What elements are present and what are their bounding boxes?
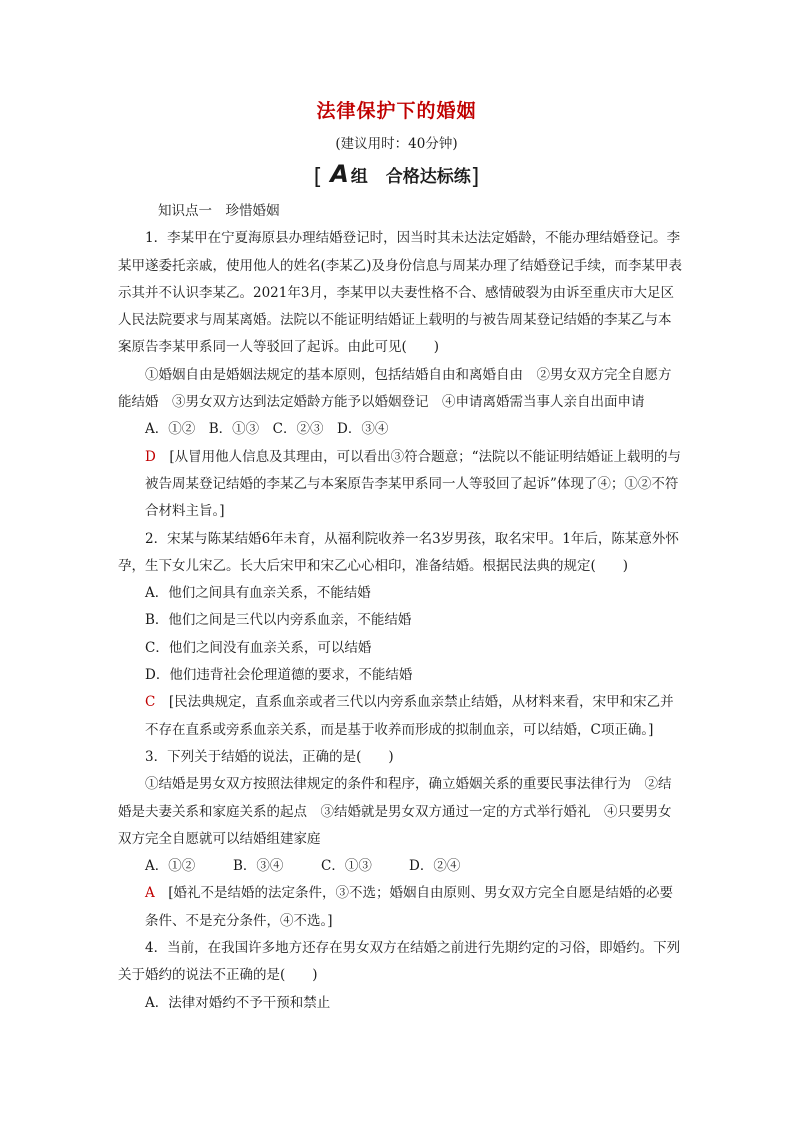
left-bracket: [ bbox=[313, 165, 323, 190]
q3-options bbox=[118, 853, 684, 880]
q2-option-c: C．他们之间没有血亲关系，可以结婚 bbox=[145, 639, 372, 656]
q3-stem: 3．下列关于结婚的说法，正确的是( ) bbox=[145, 748, 394, 765]
suggested-time: (建议用时：40分钟) bbox=[335, 136, 458, 152]
q2-option-a: A．他们之间具有血亲关系，不能结婚 bbox=[145, 585, 371, 602]
q2-answer bbox=[118, 689, 684, 744]
group-zu: 组 bbox=[350, 167, 368, 187]
q4-stem: 4．当前，在我国许多地方还存在男女双方在结婚之前进行先期约定的习俗，即婚约。下列关于婚约的说法不正确的是( ) bbox=[118, 940, 681, 984]
q3-option-b: B．③④ bbox=[233, 858, 284, 875]
q1-items: ①婚姻自由是婚姻法规定的基本原则，包括结婚自由和离婚自由 ②男女双方完全自愿方能结婚 ③男女双方达到法定婚龄方能予以婚姻登记 ④申请离婚需当事人亲自出面申请 bbox=[118, 366, 672, 411]
q2-option-b: B．他们之间是三代以内旁系血亲，不能结婚 bbox=[145, 612, 412, 629]
q4-option-a: A．法律对婚约不予干预和禁止 bbox=[145, 994, 331, 1011]
q1-stem: 1．李某甲在宁夏海原县办理结婚登记时，因当时其未达法定婚龄，不能办理结婚登记。李某甲遂委托亲戚，使用他人的姓名(李某乙)及身份信息与周某办理了结婚登记手续，而李某甲表示其并不认识李某乙。2021年3月，李某甲以夫妻性格不合、感情破裂为由诉至重庆市大足区人民法院要求与周某离婚。法院以不能证明结婚证上载明的与被告周某登记结婚的李某乙与本案原告李某甲系同一人等驳回了起诉。由此可见( ) bbox=[118, 230, 683, 356]
q1-explanation: [从冒用他人信息及其理由，可以看出③符合题意；“法院以不能证明结婚证上载明的与被告周某登记结婚的李某乙与本案原告李某甲系同一人等驳回了起诉”体现了④；①②不符合材料主旨。] bbox=[145, 448, 681, 520]
q2-stem: 2．宋某与陈某结婚6年未育，从福利院收养一名3岁男孩，取名宋甲。1年后，陈某意外怀孕，生下女儿宋乙。长大后宋甲和宋乙心心相印，准备结婚。根据民法典的规定( ) bbox=[118, 530, 679, 574]
q1-answer-letter: D bbox=[145, 448, 156, 465]
q2-answer-letter: C bbox=[145, 694, 156, 711]
q2-option-d: D．他们违背社会伦理道德的要求，不能结婚 bbox=[145, 667, 413, 684]
q1-answer bbox=[118, 444, 684, 526]
q2-explanation: [民法典规定，直系血亲或者三代以内旁系血亲禁止结婚，从材料来看，宋甲和宋乙并不存在直系或旁系血亲关系，而是基于收养而形成的拟制血亲，可以结婚，C项正确。] bbox=[145, 694, 674, 738]
page-title: 法律保护下的婚姻 bbox=[316, 100, 477, 122]
right-bracket: ] bbox=[470, 165, 480, 190]
group-heading bbox=[0, 160, 793, 190]
q3-answer bbox=[118, 880, 684, 935]
q3-option-a: A．①② bbox=[145, 858, 196, 875]
q3-answer-letter: A bbox=[145, 885, 155, 902]
group-letter: A bbox=[330, 160, 349, 188]
q3-items: ①结婚是男女双方按照法律规定的条件和程序，确立婚姻关系的重要民事法律行为 ②结婚是夫妻关系和家庭关系的起点 ③结婚就是男女双方通过一定的方式举行婚礼 ④只要男女双方完全自愿就可以结婚组建家庭 bbox=[118, 776, 672, 847]
q3-explanation: [婚礼不是结婚的法定条件，③不选；婚姻自由原则、男女双方完全自愿是结婚的必要条件、不是充分条件，④不选。] bbox=[145, 885, 674, 929]
section-heading: 知识点一 珍惜婚姻 bbox=[158, 203, 280, 219]
q3-option-c: C．①③ bbox=[321, 858, 372, 875]
q1-options: A．①② B．①③ C．②③ D．③④ bbox=[145, 421, 389, 438]
question-content bbox=[118, 198, 684, 1017]
group-name: 合格达标练 bbox=[385, 167, 471, 187]
q3-option-d: D．②④ bbox=[409, 858, 461, 875]
